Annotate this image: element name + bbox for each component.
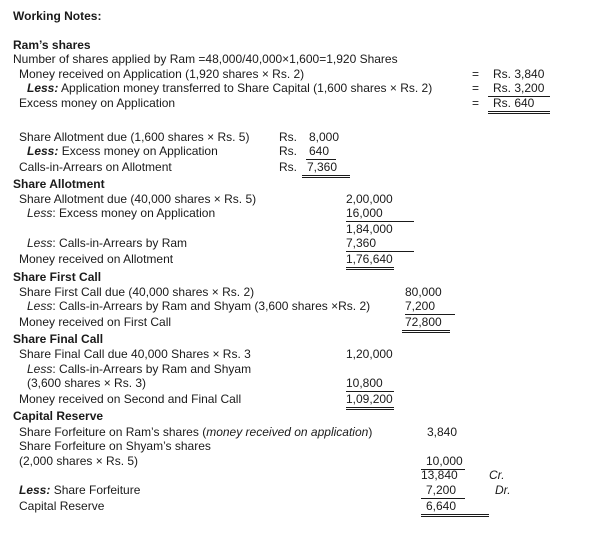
application-transferred-value: Rs. 3,200: [488, 81, 550, 97]
final-call-arrears-shares-label: (3,600 shares × Rs. 3): [27, 376, 147, 390]
less-label: Less: [27, 299, 53, 313]
equals-sign: =: [472, 81, 480, 95]
capital-reserve-label: Capital Reserve: [19, 499, 105, 513]
rs-label: Rs.: [279, 130, 297, 144]
debit-tag: Dr.: [495, 483, 511, 497]
money-received-final-call-value: 1,09,200: [346, 392, 394, 410]
money-received-allotment-value: 1,76,640: [346, 252, 394, 270]
forfeiture-total-value: 13,840: [421, 468, 458, 482]
less-label: Less:: [27, 81, 59, 95]
allotment-due-label: Share Allotment due (40,000 shares × Rs. 5): [19, 192, 257, 206]
allotment-due-value: 8,000: [309, 130, 340, 144]
share-first-call-heading: Share First Call: [13, 270, 102, 284]
excess-money-value: Rs. 640: [488, 96, 550, 114]
excess-money-less-label: Less: Excess money on Application: [27, 206, 216, 220]
shyam-forfeiture-value: 10,000: [421, 454, 465, 470]
money-received-allotment-label: Money received on Allotment: [19, 252, 174, 266]
final-call-arrears-label: Less: Calls-in-Arrears by Ram and Shyam: [27, 362, 252, 376]
first-call-arrears-value: 7,200: [405, 299, 455, 315]
calls-in-arrears-allotment-value: 7,360: [302, 160, 350, 178]
share-final-call-heading: Share Final Call: [13, 332, 104, 346]
equals-sign: =: [472, 67, 480, 81]
capital-reserve-heading: Capital Reserve: [13, 409, 104, 423]
less-label: Less:: [27, 144, 59, 158]
page-title: Working Notes:: [13, 9, 102, 23]
rs-label: Rs.: [279, 144, 297, 158]
excess-money-less-label: Less: Excess money on Application: [27, 144, 218, 158]
allotment-subtotal-value: 1,84,000: [346, 222, 393, 236]
money-received-first-call-label: Money received on First Call: [19, 315, 172, 329]
shyam-forfeiture-label: Share Forfeiture on Shyam’s shares: [19, 439, 211, 453]
less-label: Less: [27, 206, 53, 220]
allotment-due-value: 2,00,000: [346, 192, 393, 206]
allotment-due-label: Share Allotment due (1,600 shares × Rs. 5): [19, 130, 250, 144]
application-transferred-label: Less: Application money transferred to Share Capital (1,600 shares × Rs. 2): [27, 81, 433, 95]
calls-in-arrears-allotment-label: Calls-in-Arrears on Allotment: [19, 160, 172, 174]
calls-in-arrears-less-label: Less: Calls-in-Arrears by Ram: [27, 236, 188, 250]
less-forfeiture-value: 7,200: [421, 483, 465, 499]
excess-money-less-value: 640: [306, 144, 336, 160]
final-call-due-label: Share Final Call due 40,000 Shares × Rs. 3: [19, 347, 251, 361]
less-label: Less: [27, 362, 53, 376]
less-forfeiture-label: Less: Share Forfeiture: [19, 483, 141, 497]
first-call-due-label: Share First Call due (40,000 shares × Rs. 2): [19, 285, 255, 299]
final-call-arrears-value: 10,800: [346, 376, 394, 392]
application-money-label: Money received on Application (1,920 shares × Rs. 2): [19, 67, 305, 81]
ram-forfeiture-label: Share Forfeiture on Ram’s shares (money received on application): [19, 425, 373, 439]
rams-shares-heading: Ram’s shares: [13, 38, 91, 52]
calls-in-arrears-less-value: 7,360: [346, 236, 414, 252]
final-call-due-value: 1,20,000: [346, 347, 393, 361]
shyam-forfeiture-shares-label: (2,000 shares × Rs. 5): [19, 454, 139, 468]
rs-label: Rs.: [279, 160, 297, 174]
money-received-final-call-label: Money received on Second and Final Call: [19, 392, 242, 406]
excess-money-label: Excess money on Application: [19, 96, 176, 110]
credit-tag: Cr.: [489, 468, 505, 482]
first-call-arrears-label: Less: Calls-in-Arrears by Ram and Shyam (3,600 shares ×Rs. 2): [27, 299, 371, 313]
capital-reserve-value: 6,640: [421, 499, 489, 517]
share-allotment-heading: Share Allotment: [13, 177, 105, 191]
less-label: Less:: [19, 483, 51, 497]
ram-forfeiture-value: 3,840: [427, 425, 458, 439]
money-received-first-call-value: 72,800: [402, 315, 450, 333]
application-money-value: Rs. 3,840: [493, 67, 545, 81]
equals-sign: =: [472, 96, 480, 110]
excess-money-less-value: 16,000: [346, 206, 414, 222]
rams-shares-applied: Number of shares applied by Ram =48,000/40,000×1,600=1,920 Shares: [13, 52, 398, 66]
less-label: Less: [27, 236, 53, 250]
first-call-due-value: 80,000: [405, 285, 442, 299]
